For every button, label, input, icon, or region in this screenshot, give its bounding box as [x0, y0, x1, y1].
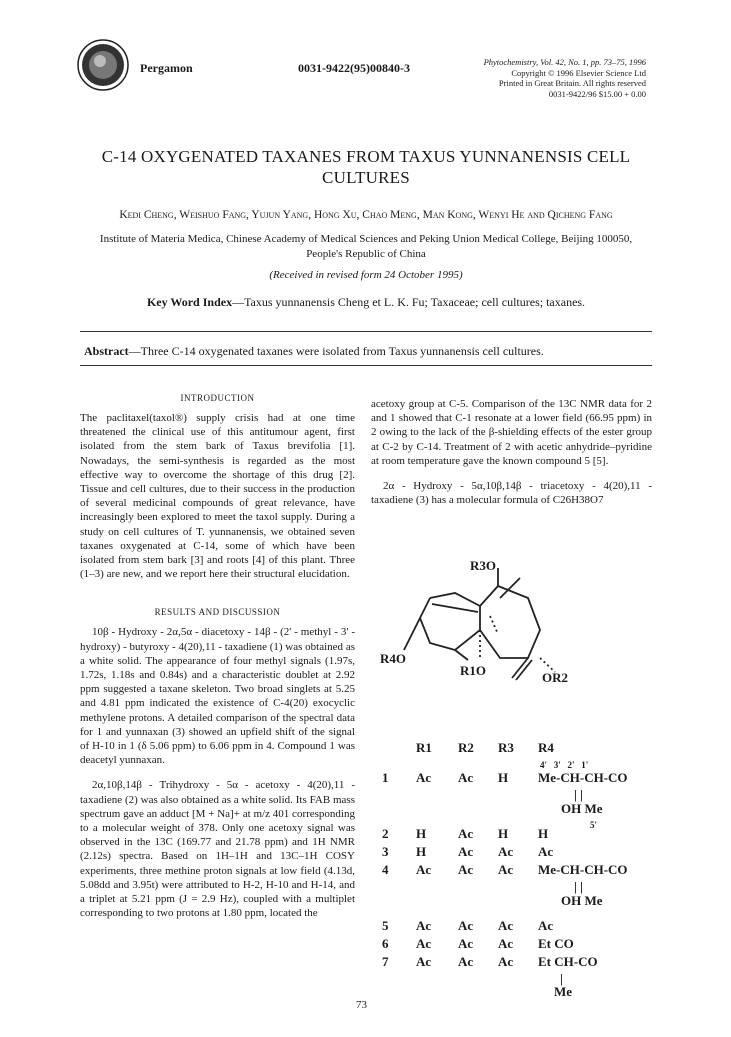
cell-r3: Ac — [498, 862, 514, 877]
sub-ohme-4: OH Me — [561, 893, 603, 908]
issn: 0031-9422(95)00840-3 — [298, 61, 410, 75]
keywords-text: —Taxus yunnanensis Cheng et L. K. Fu; Taxaceae; cell cultures; taxanes. — [232, 295, 586, 309]
cell-r4: Ac — [538, 844, 554, 859]
page-number: 73 — [356, 999, 367, 1011]
sub-ohme-1: OH Me — [561, 801, 603, 816]
cell-r3: H — [498, 770, 509, 785]
row-num: 2 — [382, 826, 389, 841]
header-r2: R2 — [458, 740, 474, 755]
cell-r3: Ac — [498, 918, 514, 933]
right-column — [371, 386, 652, 518]
cell-r1: H — [416, 826, 427, 841]
price-line: 0031-9422/96 $15.00 + 0.00 — [548, 88, 646, 99]
rule-top — [80, 331, 652, 332]
authors: Kedi Cheng, Weishuo Fang, Yujun Yang, Hong Xu, Chao Meng, Man Kong, Wenyi He and Qicheng Fang — [119, 209, 613, 221]
taxane-structure — [380, 558, 580, 693]
cell-r4: Et CH-CO — [538, 954, 598, 969]
cell-r2: Ac — [458, 770, 474, 785]
cell-r2: Ac — [458, 918, 474, 933]
row-num: 5 — [382, 918, 389, 933]
cell-r1: H — [416, 844, 427, 859]
title-line-2: CULTURES — [322, 168, 410, 187]
intro-heading: INTRODUCTION — [180, 393, 255, 403]
journal-line: Phytochemistry, Vol. 42, No. 1, pp. 73–75, 1996 — [483, 57, 646, 67]
cell-r2: Ac — [458, 954, 474, 969]
cell-r4: Ac — [538, 918, 554, 933]
cell-r4: Me-CH-CH-CO — [538, 862, 628, 877]
cell-r3: H — [498, 826, 509, 841]
left-column — [80, 393, 355, 932]
results-heading: RESULTS AND DISCUSSION — [154, 607, 281, 618]
row-num: 7 — [382, 954, 389, 969]
cell-r3: Ac — [498, 936, 514, 951]
cell-r1: Ac — [416, 954, 432, 969]
results-paragraph-1: 10β - Hydroxy - 2α,5α - diacetoxy - 14β - (2' - methyl - 3' - hydroxy) - butyroxy - 4(20),11 - taxadiene (1) was obtained as a white solid. The appearance of four methyl signals (1.97s, 1.72s, 1.18s and 0.84s) and a characteristic doublet at 2.92 ppm suggested a taxane skeleton. Two broad singlets at 5.25 and 4.81 ppm indicated the existence of C-4(20) exocyclic methylene protons. A detailed comparison of the spectral data for 1 and yunnaxan (3) showed an upfield shift of the signal of H-10 in 1 (δ 5.06 ppm) to 6.06 ppm in 4. Compound 1 was deacetyl yunnaxan. — [80, 626, 355, 767]
keywords-label: Key Word Index — [146, 295, 233, 309]
sub-5prime: 5' — [590, 820, 598, 830]
cell-r2: Ac — [458, 826, 474, 841]
right-paragraph-1: acetoxy group at C-5. Comparison of the 13C NMR data for 2 and 1 showed that C-1 resonate at a lower field (66.95 ppm) in 2 owing to the lack of the β-shielding effects of the ester group at C-2 by C-14. Treatment of 2 with acetic anhydride–pyridine at room temperature gave the known compound 5 [5]. — [371, 398, 652, 467]
sub-bar-7: | — [560, 971, 563, 986]
abstract-label: Abstract — [84, 344, 129, 358]
locants: 4' 3' 2' 1' — [540, 760, 589, 770]
label-r4o: R4O — [380, 651, 406, 666]
cell-r3: Ac — [498, 844, 514, 859]
copyright-line: Copyright © 1996 Elsevier Science Ltd — [511, 67, 646, 78]
cell-r1: Ac — [416, 918, 432, 933]
right-paragraph-2: 2α - Hydroxy - 5α,10β,14β - triacetoxy - 4(20),11 - taxadiene (3) has a molecular formula of C26H38O7 — [371, 480, 652, 507]
cell-r2: Ac — [458, 844, 474, 859]
journal-info — [406, 57, 646, 99]
cell-r4: H — [538, 826, 549, 841]
publisher-name: Pergamon — [140, 61, 193, 75]
keywords — [80, 295, 652, 310]
publisher-logo — [76, 38, 130, 92]
title-line-1: C-14 OXYGENATED TAXANES FROM TAXUS YUNNANENSIS CELL — [101, 147, 631, 166]
abstract — [84, 344, 544, 359]
row-num: 4 — [382, 862, 389, 877]
row-num: 1 — [382, 770, 389, 785]
cell-r2: Ac — [458, 862, 474, 877]
received-date: (Received in revised form 24 October 1995) — [269, 269, 463, 281]
header-r1: R1 — [416, 740, 432, 755]
label-r1o: R1O — [460, 663, 486, 678]
cell-r3: Ac — [498, 954, 514, 969]
row-num: 6 — [382, 936, 389, 951]
affiliation-line-2: People's Republic of China — [306, 248, 426, 260]
cell-r1: Ac — [416, 862, 432, 877]
printed-line: Printed in Great Britain. All rights reserved — [498, 78, 646, 88]
cell-r1: Ac — [416, 770, 432, 785]
cell-r1: Ac — [416, 936, 432, 951]
label-r3o: R3O — [470, 558, 496, 573]
header-r4: R4 — [538, 740, 554, 755]
sub-bar-4: | | — [574, 879, 583, 894]
intro-paragraph: The paclitaxel(taxol®) supply crisis had at one time threatened the clinical use of this antitumour agent, first isolated from the stem bark of Taxus brevifolia [1]. Nowadays, the semi-synthesis is regarded as the most effective way to overcome the shortage of this drug [2]. Tissue and cell cultures, due to their success in the production of several medicinal compounds of great relevance, have increasingly been explored to meet the taxol supply. During a study on cell cultures of T. yunnanensis, we obtained seven taxanes oxygenated at C-14, some of which have been isolated from stem bark [3] and roots [4] of this plant. Three (1–3) are new, and we report here their structural elucidation. — [80, 412, 355, 581]
sub-bar-1: | | — [574, 787, 583, 802]
affiliation-line-1: Institute of Materia Medica, Chinese Academy of Medical Sciences and Peking Union Medical College, Beijing 100050, — [99, 233, 633, 245]
paper-title — [80, 146, 652, 188]
row-num: 3 — [382, 844, 389, 859]
cell-r4: Me-CH-CH-CO — [538, 770, 628, 785]
header-r3: R3 — [498, 740, 514, 755]
sub-me-7: Me — [554, 984, 573, 999]
rule-bottom — [80, 365, 652, 366]
cell-r4: Et CO — [538, 936, 574, 951]
results-paragraph-2: 2α,10β,14β - Trihydroxy - 5α - acetoxy - 4(20),11 - taxadiene (2) was also obtained as a white solid. Its FAB mass spectrum gave an adduct [M + Na]+ at m/z 401 corresponding to a molecular weight of 378. Only one acetoxy signal was observed in the 13C (169.77 and 21.78 ppm) and 1H NMR (2.12s) spectra. Based on 1H–1H and 13C–1H COSY experiments, three methine proton signals at low field (4.13d, 5.08dd and 3.95t) were attributed to H-2, H-10 and H-14, and a triplet at 5.21 ppm (J = 2.9 Hz), coupled with a multiplet corresponding to two protons at 1.80 ppm, located the — [80, 779, 355, 920]
affiliation — [70, 232, 662, 262]
label-or2: OR2 — [542, 670, 568, 685]
substituent-table — [378, 740, 658, 999]
abstract-text: —Three C-14 oxygenated taxanes were isolated from Taxus yunnanensis cell cultures. — [128, 344, 544, 358]
cell-r2: Ac — [458, 936, 474, 951]
